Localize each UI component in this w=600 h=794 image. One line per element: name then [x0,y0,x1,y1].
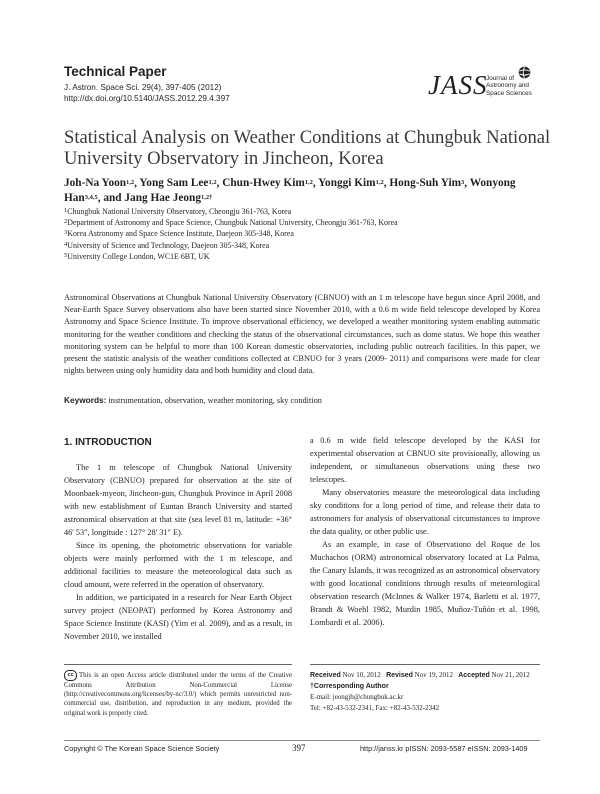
author-name: Wonyong Han [64,177,516,204]
author-affiliation-mark: 3,4,5 [84,194,98,201]
revised-label: Revised [386,672,413,679]
author-affiliation-mark: 1,2 [375,179,384,186]
logo-line-3: Space Sciences [486,89,532,97]
affiliation [64,217,544,228]
left-column [64,461,292,643]
body-paragraph: Since its opening, the photometric observations for variable objects were mainly performed with the 1 m telescope, and additional facilities to measure the meteorological data such as cloud amount, were referred in the operation of observatory. [64,541,292,589]
affiliation-text: Korea Astronomy and Space Science Institute, Daejeon 305-348, Korea [67,229,294,239]
license-note [64,670,292,718]
affiliation-text: Chungbuk National University Observatory, Cheongju 361-763, Korea [67,207,292,216]
divider [64,664,292,665]
footer-copyright: Copyright © The Korean Space Science Society [64,744,220,753]
corresponding-phone: Tel: +82-43-532-2341, Fax: +82-43-532-2342 [310,703,440,712]
citation-block [64,82,230,104]
footer-divider [64,740,540,741]
affiliation-mark: 1 [64,207,68,214]
body-paragraph: a 0.6 m wide field telescope developed by the KASI for experimental observation at CBNUO site provisionally, allowing us independent, or simultaneous observations using these two telescopes. [310,436,540,484]
author-name: Yong Sam Lee [139,177,209,189]
affiliation-text: University of Science and Technology, Daejeon 305-348, Korea [67,240,270,250]
affiliation-list [64,206,544,262]
article-history [310,670,542,713]
logo-wordmark: JASS [428,70,488,100]
author-name: Jang Hae Jeong [124,192,201,204]
affiliation-mark: 3 [64,229,68,237]
revised-date: Nov 19, 2012 [412,671,453,679]
author-affiliation-mark: 1,2† [200,194,213,201]
author-name: Yonggi Kim [318,177,376,189]
doi-link[interactable]: http://dx.doi.org/10.5140/JASS.2012.29.4.397 [64,94,230,103]
accepted-label: Accepted [458,672,490,679]
affiliation [64,228,544,239]
affiliation [64,240,544,251]
author-affiliation-mark: 1,2 [126,179,135,186]
journal-citation: J. Astron. Space Sci. 29(4), 397-405 (2012) [64,83,222,92]
author-name: Chun-Hwey Kim [222,177,305,189]
affiliation-text: University College London, WC1E 6BT, UK [67,251,210,261]
received-date: Nov 10, 2012 [340,671,381,679]
author-name: Hong-Suh Yim [389,177,462,189]
author-list: Joh-Na Yoon$^{1,2}$, Yong Sam Lee$^{1,2}$, Chun-Hwey Kim$^{1,2}$, Yonggi Kim$^{1,2}$, Hong-Suh Yim$^3$, Wonyong Han$^{3,4,5}$, and Jang Hae Jeong$^{1,2\dagger}$ [64,177,516,204]
abstract: Astronomical Observations at Chungbuk National University Observatory (CBNUO) with an 1 m telescope have begun since April 2008, and Near-Earth Space Survey observations also have been started since November 2010, with a 0.6 m wide field telescope developed by Korea Astronomy and Space Science Institute. To improve observational efficiency, we developed a weather monitoring system enabling automatic monitoring for the weather conditions and checking the status of the observational circumstances, such as dome status. We hope this weather monitoring system can be helpful to more than 100 Korean domestic observatories, including public outreach facilities. In this paper, we present the statistic analysis of the weather conditions collected at CBNUO for 3 years (2009- 2011) and comparisons were made for clear nights between using only humidity data and both humidity and cloud data. [64,293,540,376]
affiliation-text: Department of Astronomy and Space Science, Chungbuk National University, Cheongju 361-763, Korea [67,218,398,228]
affiliation-mark: 4 [64,240,68,248]
journal-logo [428,66,540,102]
author-affiliation-mark: 1,2 [304,179,313,186]
page-number: 397 [292,743,306,753]
received-label: Received [310,672,341,679]
logo-line-2: Astronomy and [486,82,529,90]
paper-title: Statistical Analysis on Weather Conditions at Chungbuk National University Observatory in Jincheon, Korea [64,127,551,169]
author-name: Joh-Na Yoon [64,177,127,189]
section-heading: 1. INTRODUCTION [64,437,152,448]
date-line [310,670,542,681]
creative-commons-icon: cc [64,670,77,681]
accepted-date: Nov 21, 2012 [489,671,530,679]
logo-line-1: Journal of [486,75,515,82]
divider [310,664,540,665]
article-type: Technical Paper [64,64,167,79]
affiliation [64,251,544,262]
keywords [64,395,322,405]
keywords-label: Keywords: [64,395,107,405]
affiliation-mark: 2 [64,218,68,226]
affiliation [64,206,544,217]
body-paragraph: The 1 m telescope of Chungbuk National University Observatory (CBNUO) prepared for observation at the site of Moonbaek-myeon, Jincheon-gun, Chungbuk Province in April 2008 with new establishment of Euntan Branch University and started astronomical observation at that site (sea level 81 m, latitude: +36° 46' 53", longitude : 127° 28' 31" E). [64,463,292,537]
body-paragraph: As an example, in case of Observationo del Roque de los Muchachos (ORM) astronomical observatory located at La Palma, the Canary Islands, it was recognized as an astronomical observatory with good locational conditions through results of meteorological observation research (McInnes & Walker 1974, Barletti et al. 1977, Brandt & Woehl 1982, Murdin 1985, Muñoz-Tuñón et al. 1998, Lombardi et al. 2006). [310,540,540,627]
body-paragraph: Many observatories measure the meteorological data including sky conditions for a long period of time, and release their data to astronomers for analysis of observational circumstances to improve the data quality, or other public use. [310,488,540,536]
corresponding-email[interactable]: E-mail: jeongjh@chungbuk.ac.kr [310,693,404,702]
affiliation-mark: 5 [64,251,68,259]
keywords-text: instrumentation, observation, weather monitoring, sky condition [106,396,322,405]
body-paragraph: In addition, we participated in a research for Near Earth Object survey project (NEOPAT) performed by Korea Astronomy and Space Science Institute (KASI) (Yim et al. 2009), and as a result, in November 2010, we installed [64,593,292,641]
globe-icon [518,66,531,79]
footer-issn: http://janss.kr pISSN: 2093-5587 eISSN: 2093-1409 [360,744,528,753]
corresponding-label: †Corresponding Author [310,683,389,691]
right-column [310,434,540,629]
author-affiliation-mark: 1,2 [208,179,217,186]
author-affiliation-mark: 3 [461,179,465,186]
license-text: This is an open Access article distributed under the terms of the Creative Commons Attribution Non-Commercial License (http://creativecommons.org/licenses/by-nc/3.0/) which permits unrestricted non-commercial use, distribution, and reproduction in any medium, provided the original work is properly cited. [64,672,292,717]
